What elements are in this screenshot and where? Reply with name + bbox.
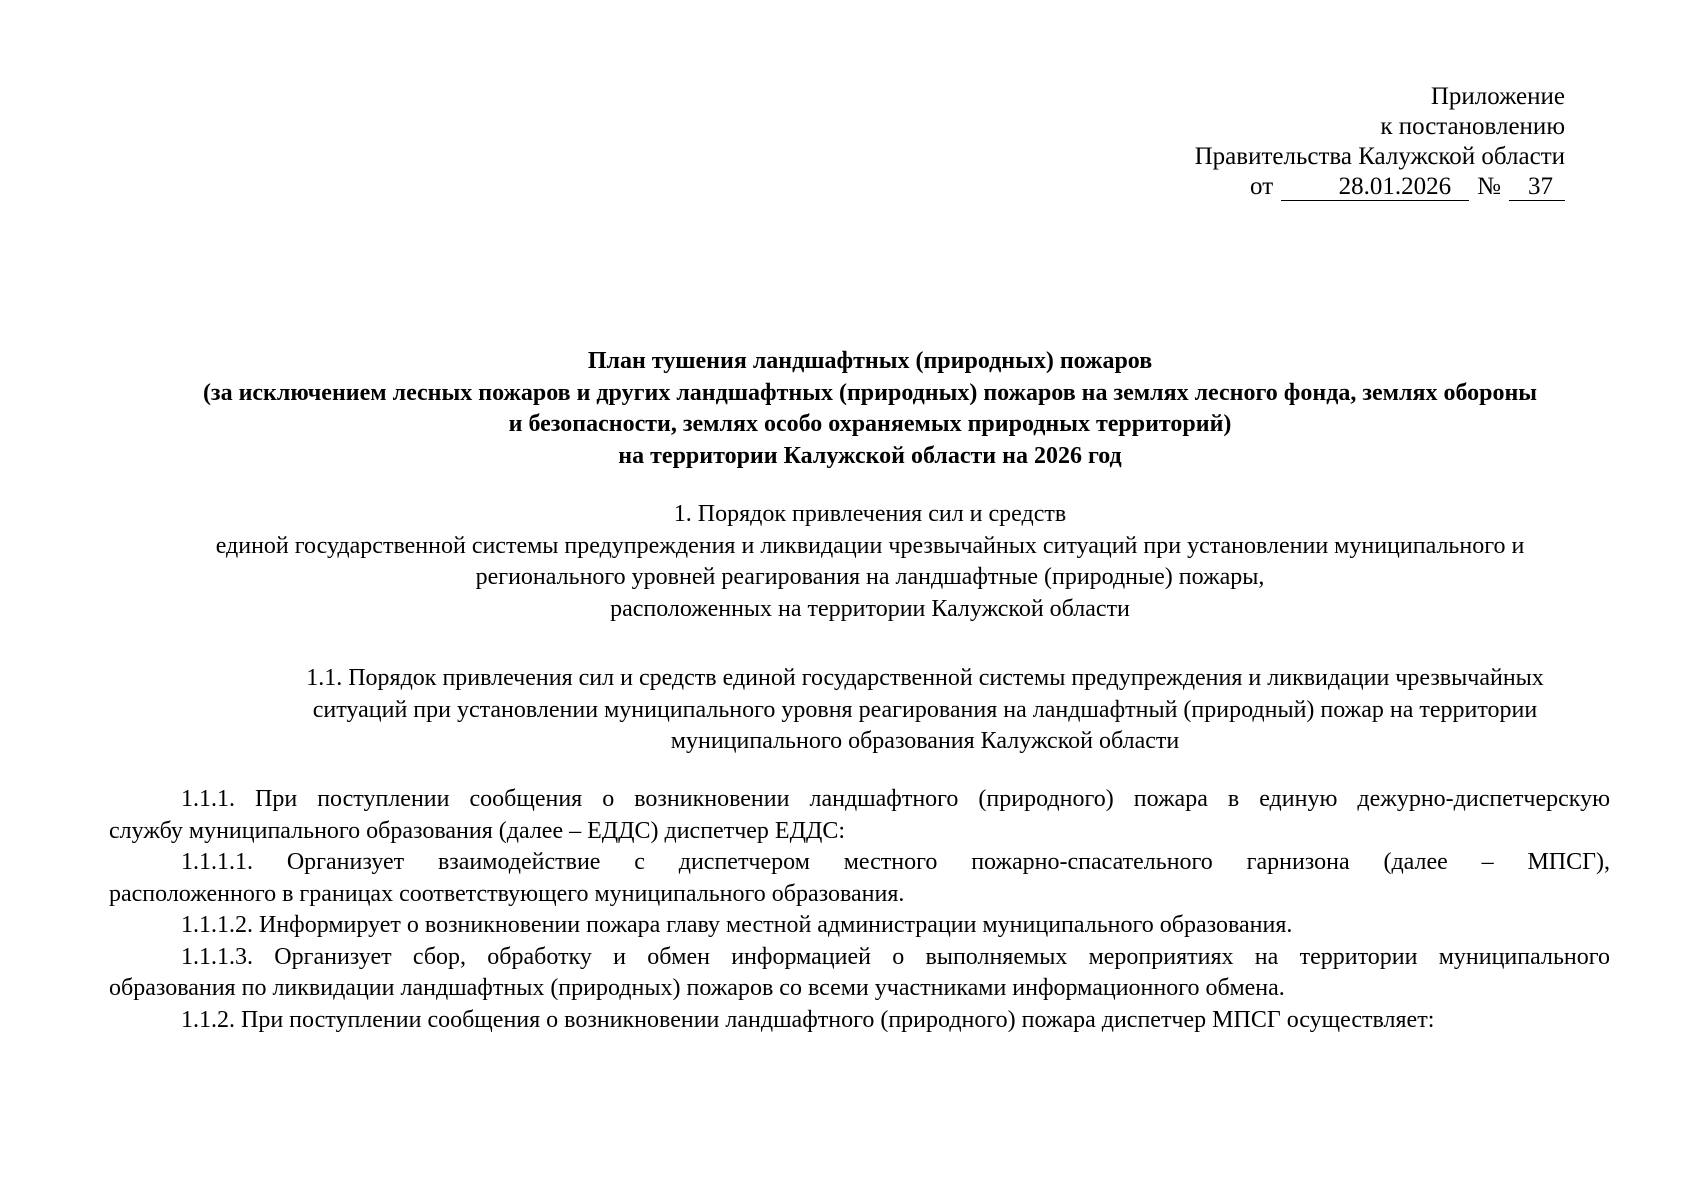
paragraph-1-1-1-2 [109, 910, 1610, 942]
title-line: (за исключением лесных пожаров и других ландшафтных (природных) пожаров на землях лесного фонда, землях обороны [202, 379, 1538, 406]
appendix-to-resolution: к постановлению [1380, 113, 1565, 140]
appendix-government: Правительства Калужской области [1194, 143, 1565, 170]
paragraph-line: службу муниципального образования (далее – ЕДДС) диспетчер ЕДДС: [109, 817, 845, 844]
title-line: План тушения ландшафтных (природных) пожаров [587, 348, 1153, 374]
paragraph-1-1-2 [109, 1005, 1610, 1037]
paragraph-1-1-1-1 [109, 847, 1610, 910]
title-line: и безопасности, землях особо охраняемых природных территорий) [508, 411, 1232, 437]
resolution-date: 28.01.2026 [1281, 174, 1469, 201]
number-label: № [1477, 173, 1501, 200]
heading-line: расположенных на территории Калужской области [610, 595, 1130, 622]
paragraph-line: расположенного в границах соответствующего муниципального образования. [109, 880, 905, 907]
paragraph-1-1-1-3 [109, 942, 1610, 1005]
heading-line: 1.1. Порядок привлечения сил и средств единой государственной системы предупреждения и ликвидации чрезвычайных [306, 665, 1544, 691]
paragraph-1-1-1 [109, 784, 1610, 847]
appendix-date-line [1250, 172, 1565, 202]
heading-line: муниципального образования Калужской области [670, 728, 1180, 754]
paragraph-line: 1.1.1.3. Организует сбор, обработку и обмен информацией о выполняемых мероприятиях на территории муниципального [181, 943, 1610, 970]
document-title [100, 346, 1640, 472]
paragraph-line: 1.1.1.2. Информирует о возникновении пожара главу местной администрации муниципального образования. [181, 912, 1293, 938]
from-label: от [1250, 173, 1274, 200]
paragraph-line: 1.1.1.1. Организует взаимодействие с диспетчером местного пожарно-спасательного гарнизона (далее – МПСГ), [181, 849, 1610, 875]
section-1-heading [100, 499, 1640, 625]
resolution-number: 37 [1509, 174, 1565, 201]
appendix-title: Приложение [1430, 83, 1565, 110]
heading-line: ситуаций при установлении муниципального уровня реагирования на ландшафтный (природный) пожар на территории [312, 696, 1538, 723]
paragraph-line: 1.1.2. При поступлении сообщения о возникновении ландшафтного (природного) пожара диспетчер МПСГ осуществляет: [181, 1006, 1435, 1033]
section-1-1-heading [200, 663, 1650, 758]
heading-line: единой государственной системы предупреждения и ликвидации чрезвычайных ситуаций при установлении муниципального и [215, 532, 1525, 559]
heading-line: регионального уровней реагирования на ландшафтные (природные) пожары, [475, 564, 1265, 590]
paragraph-line: 1.1.1. При поступлении сообщения о возникновении ландшафтного (природного) пожара в единую дежурно-диспетчерскую [181, 786, 1610, 812]
heading-line: 1. Порядок привлечения сил и средств [673, 501, 1067, 527]
appendix-block [1195, 82, 1565, 202]
document-body [109, 784, 1610, 1036]
title-line: на территории Калужской области на 2026 год [618, 442, 1122, 469]
paragraph-line: образования по ликвидации ландшафтных (природных) пожаров со всеми участниками информационного обмена. [109, 975, 1285, 1001]
